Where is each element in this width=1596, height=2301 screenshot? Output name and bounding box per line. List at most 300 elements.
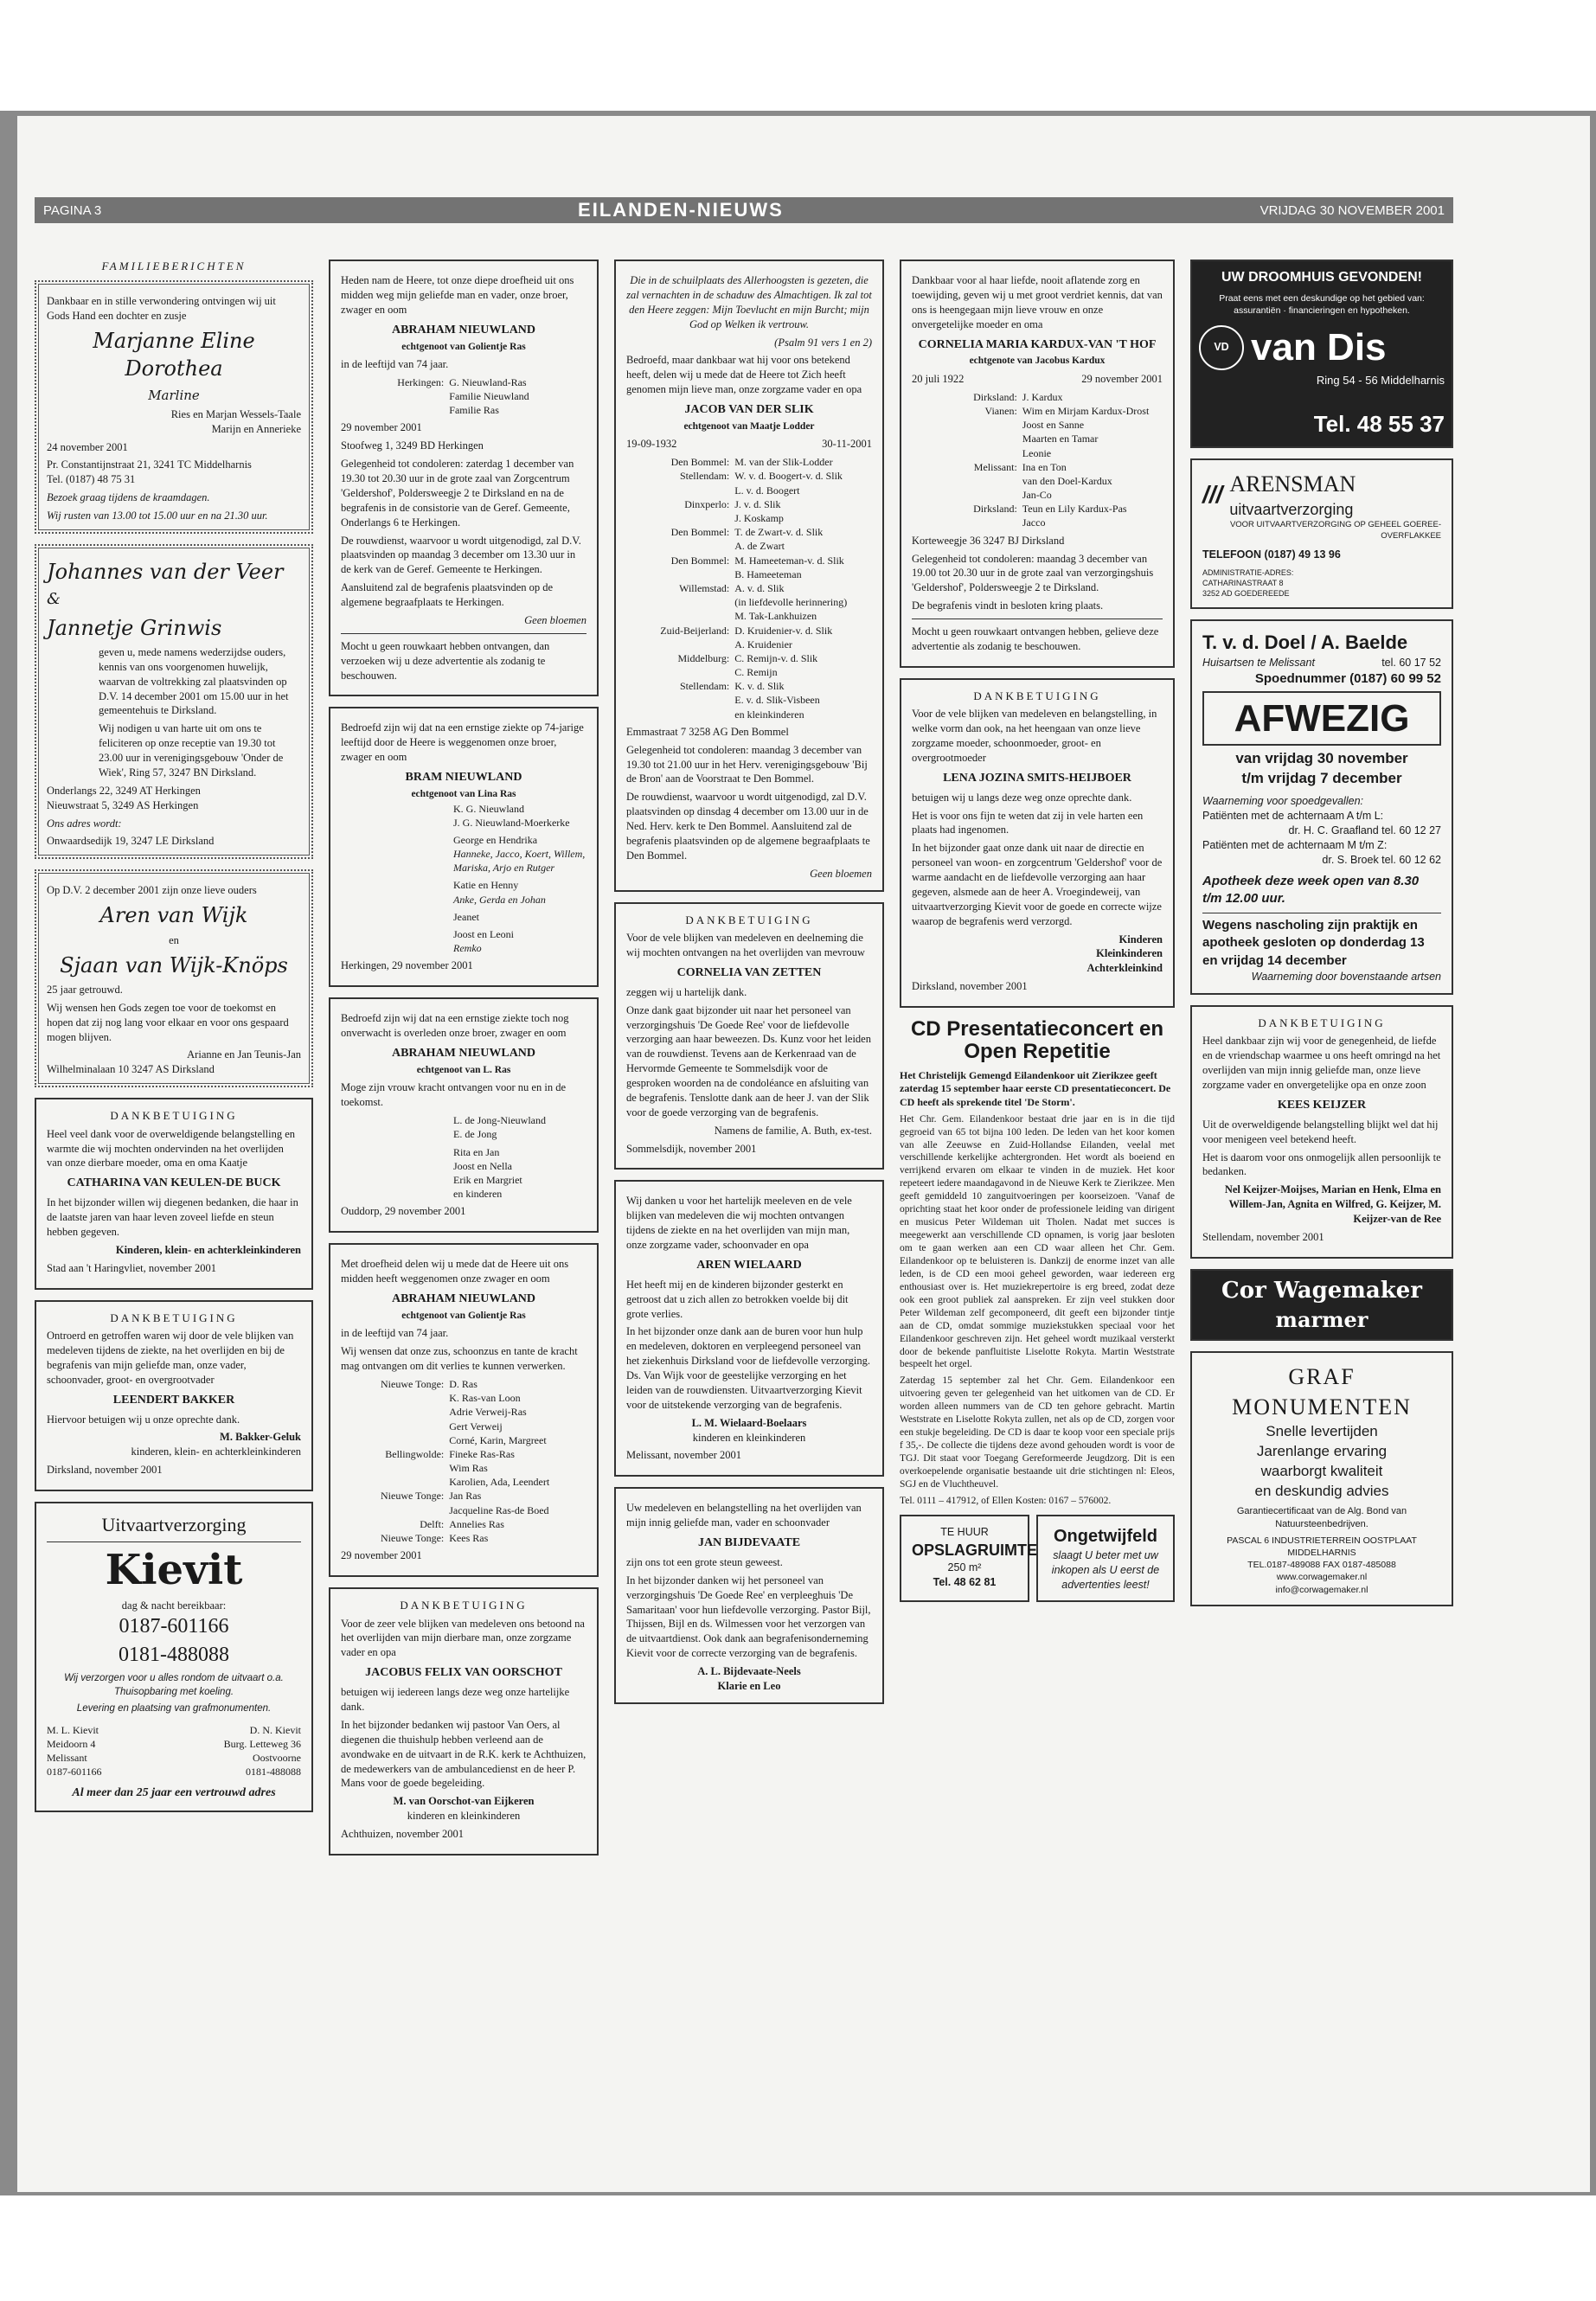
place-date: Stad aan 't Haringvliet, november 2001 xyxy=(47,1261,216,1274)
thanks-heading: DANKBETUIGING xyxy=(1258,1016,1386,1029)
relative-place: Stellendam: xyxy=(679,470,730,483)
relative-place xyxy=(626,638,729,651)
kievit-street: Meidoorn 4 xyxy=(47,1737,96,1750)
age-line: in de leeftijd van 74 jaar. xyxy=(341,358,449,371)
relative: Anke, Gerda en Johan xyxy=(453,893,546,906)
relative: J. G. Nieuwland-Moerkerke xyxy=(453,816,570,829)
deceased-name: ABRAHAM NIEUWLAND xyxy=(391,1292,536,1305)
thanks-heading: DANKBETUIGING xyxy=(400,1599,528,1612)
relative-name: K. v. d. Slik xyxy=(734,680,785,693)
thanks-text: Uw medeleven en belangstelling na het overlijden van mijn innig geliefde man, vader en schoonvader xyxy=(626,1502,862,1529)
parents: Ries en Marjan Wessels-Taale xyxy=(170,407,301,420)
arensman-phone: TELEFOON (0187) 49 13 96 xyxy=(1202,548,1341,561)
intro-text: Bedroefd zijn wij dat na een ernstige ziekte toch nog onverwacht is overleden onze broer, zwager en oom xyxy=(341,1012,569,1040)
thanks-wielaard xyxy=(614,1180,884,1477)
deceased-name: JACOBUS FELIX VAN OORSCHOT xyxy=(365,1666,562,1680)
deceased-name: JAN BIJDEVAATE xyxy=(697,1536,801,1550)
graf-line-3: waarborgt kwaliteit xyxy=(1260,1463,1383,1480)
anniv-intro: Op D.V. 2 december 2001 zijn onze lieve ouders xyxy=(47,884,257,897)
relative-place xyxy=(626,511,729,525)
relative: E. de Jong xyxy=(453,1128,497,1141)
relative-name: W. v. d. Boogert-v. d. Slik xyxy=(734,470,843,483)
place-date: Achthuizen, november 2001 xyxy=(341,1828,464,1840)
column-2 xyxy=(329,260,599,2197)
spouse-line: echtgenoot van L. Ras xyxy=(416,1064,511,1075)
ad-text: slaagt U beter met uw inkopen als U eerst de advertenties leest! xyxy=(1051,1548,1160,1591)
thanks-bijdevaate xyxy=(614,1487,884,1704)
signature-family: kinderen, klein- en achterkleinkinderen xyxy=(131,1445,301,1458)
relative-place: Dirksland: xyxy=(973,390,1017,403)
kievit-tel-2: 0181-488088 xyxy=(246,1766,301,1779)
relative-name: en kleinkinderen xyxy=(734,708,804,721)
relative-place: Nieuwe Tonge: xyxy=(381,1377,445,1390)
article-contact: Tel. 0111 – 417912, of Ellen Kosten: 0167 – 576002. xyxy=(900,1495,1112,1506)
relative-name: Adrie Verweij-Ras xyxy=(449,1406,527,1419)
relative-name: M. van der Slik-Lodder xyxy=(734,456,833,469)
spouse-line: echtgenote van Jacobus Kardux xyxy=(969,356,1106,367)
relative-place: Middelburg: xyxy=(677,651,730,664)
relative-name: J. v. d. Slik xyxy=(734,497,781,510)
thanks-text-2: betuigen wij u langs deze weg onze oprechte dank. xyxy=(912,791,1132,804)
birth-date: 19-09-1932 xyxy=(626,438,677,451)
relative: Remko xyxy=(453,942,482,955)
graf-town: MIDDELHARNIS xyxy=(1287,1548,1356,1559)
ad-headline: Ongetwijfeld xyxy=(1054,1526,1157,1546)
replacement-2: dr. S. Broek tel. 60 12 62 xyxy=(1322,853,1441,866)
thanks-text-3: Het is voor ons fijn te weten dat zij in vele harten een plaats had ingenomen. xyxy=(912,809,1144,836)
address-2: Nieuwstraat 5, 3249 AS Herkingen xyxy=(47,798,199,811)
grafmonumenten-ad xyxy=(1190,1351,1453,1606)
address: Stoofweg 1, 3249 BD Herkingen xyxy=(341,439,484,452)
relative-name: L. v. d. Boogert xyxy=(734,484,800,497)
storage-title: OPSLAGRUIMTE xyxy=(912,1541,1038,1559)
ads-reading-ad xyxy=(1036,1515,1175,1603)
signature: Kinderen, klein- en achterkleinkinderen xyxy=(115,1243,301,1256)
years-married: 25 jaar getrouwd. xyxy=(47,983,123,996)
thanks-bakker xyxy=(35,1300,313,1491)
pharmacy-hours: Apotheek deze week open van 8.30 t/m 12.00 uur. xyxy=(1202,873,1420,906)
relative-name: Jan Ras xyxy=(449,1490,482,1503)
kievit-contact-2: D. N. Kievit xyxy=(249,1723,301,1736)
relative-place xyxy=(912,516,1017,529)
intro-text: Heden nam de Heere, tot onze diepe droefheid uit ons midden weg mijn geliefde man en vader, onze broer, zwager en oom xyxy=(341,274,574,316)
relative-name: C. Remijn-v. d. Slik xyxy=(734,651,818,664)
relative-place: Den Bommel: xyxy=(670,456,730,469)
relative-place xyxy=(341,1420,444,1433)
relative-name: Teun en Lily Kardux-Pas xyxy=(1022,503,1127,516)
kievit-town: Melissant xyxy=(47,1752,87,1765)
article-body-2: Zaterdag 15 september zal het Chr. Gem. Eilandenkoor een uitvoering geven ter gelegenheid van het uitkomen van de CD. Er worden alleen nummers van de CD ten gehore gebracht. Martin Weststrate en Liselotte Rokyta zullen, net als op de CD, zorgen voor een stukje begeleiding. De CD is daar te koop voor een speciale prijs f 35,-. De collecte die tijdens deze avond gehouden wordt is voor de TGJ. Dit staat voor Toegang Gereformeerde Jeugdzorg. Dit is een overkoepelende organisatie bestaande uit drie stichtingen nl: Eleos, SGJ en de Vluchtheuvel. xyxy=(900,1375,1175,1490)
thanks-text-4: In het bijzonder gaat onze dank uit naar de directie en personeel van woon- en zorgcentrum 'Geldershof' voor de warme aandacht en de liefdevolle verzorging aan haar gegeven, alsmede aan de heer A. Vroegindeweij, van uitvaartverzorging Kievit voor de goede en correcte wijze waarop de begrafenis werd verzorgd. xyxy=(912,842,1163,927)
thanks-smits-heijboer xyxy=(900,678,1175,1008)
relative-place: Stellendam: xyxy=(679,680,730,693)
emergency-number: Spoednummer (0187) 60 99 52 xyxy=(1254,670,1441,686)
relative-name: C. Remijn xyxy=(734,666,778,679)
thanks-van-zetten xyxy=(614,902,884,1170)
spouse-line: echtgenoot van Maatje Lodder xyxy=(683,420,815,432)
address-1: Onderlangs 22, 3249 AT Herkingen xyxy=(47,784,201,797)
birth-date: 24 november 2001 xyxy=(47,440,128,453)
deceased-name: AREN WIELAARD xyxy=(696,1258,802,1272)
bible-verse: Die in de schuilplaats des Allerhoogsten is gezeten, die zal vernachten in de schaduw des Almachtigen. Ik zal tot den Heere zeggen: Mijn Toevlucht en mijn Burcht; mijn God op Welken ik vertrouw. xyxy=(626,274,872,330)
thanks-text-2: zeggen wij u hartelijk dank. xyxy=(626,985,747,998)
vandis-phone: Tel. 48 55 37 xyxy=(1313,410,1445,437)
wish-text: Moge zijn vrouw kracht ontvangen voor nu en in de toekomst. xyxy=(341,1081,567,1109)
thanks-text-3: Het is daarom voor ons onmogelijk allen persoonlijk te bedanken. xyxy=(1202,1150,1441,1178)
wedding-text: geven u, mede namens wederzijdse ouders, kennis van ons voorgenomen huwelijk, waarvan de voltrekking zal plaatsvinden op D.V. 14 december 2001 om 15.00 uur in het gemeentehuis te Dirksland. xyxy=(99,645,289,717)
notice-text: Mocht u geen rouwkaart hebben ontvangen, dan verzoeken wij u deze advertentie als zodanig te beschouwen. xyxy=(341,639,550,682)
relative-name: K. Ras-van Loon xyxy=(449,1392,521,1405)
deceased-name: LEENDERT BAKKER xyxy=(112,1393,235,1407)
relatives-list xyxy=(626,455,872,721)
arensman-ad xyxy=(1190,458,1453,609)
closure-replacement: Waarneming door bovenstaande artsen xyxy=(1251,970,1441,983)
relative-place xyxy=(341,1475,444,1489)
birth-intro: Dankbaar en in stille verwondering ontvingen wij uit Gods Hand een dochter en zusje xyxy=(47,295,276,322)
signature-family: kinderen en kleinkinderen xyxy=(407,1810,521,1823)
replacement-1: dr. H. C. Graafland tel. 60 12 27 xyxy=(1288,824,1441,837)
date: 29 november 2001 xyxy=(341,421,422,434)
relative-place: Dirksland: xyxy=(973,503,1017,516)
thanks-heading: DANKBETUIGING xyxy=(110,1109,238,1123)
death-nieuwland-4 xyxy=(329,1243,599,1577)
future-address-label: Ons adres wordt: xyxy=(47,817,122,830)
arensman-admin: ADMINISTRATIE-ADRES: xyxy=(1202,567,1294,577)
place-date: Dirksland, november 2001 xyxy=(47,1464,163,1477)
absent-from: van vrijdag 30 november xyxy=(1235,750,1408,767)
thanks-text: Wij danken u voor het hartelijk meeleven en de vele blijken van medeleven die wij mochten ontvangen tijdens de ziekte en na het overlijden van mijn man, onze zorgzame vader, schoonvader en opa xyxy=(626,1195,852,1252)
relative-name: Jacqueline Ras-de Boed xyxy=(449,1503,549,1516)
relative-place: Vianen: xyxy=(984,404,1017,417)
column-1 xyxy=(35,260,313,2197)
deceased-name: KEES KEIJZER xyxy=(1277,1098,1367,1112)
thanks-van-oorschot xyxy=(329,1587,599,1856)
birth-date: 20 juli 1922 xyxy=(912,372,965,385)
condolence-text: Gelegenheid tot condoleren: maandag 3 december van 19.30 tot 21.00 uur in het Herv. verenigingsgebouw 'Bij de Bron' aan de Voorstraat te Den Bommel. xyxy=(626,743,868,785)
relative-place: Den Bommel: xyxy=(670,554,730,567)
intro-text: Bedroefd, maar dankbaar wat hij voor ons betekend heeft, delen wij u mede dat de Heere tot Zich heeft genomen mijn lieve man, onze zorgzame vader en opa xyxy=(626,354,862,396)
place-date: Stellendam, november 2001 xyxy=(1202,1230,1324,1243)
relative-place: Melissant: xyxy=(973,460,1017,473)
storage-ad xyxy=(900,1515,1038,1603)
kievit-phone-2: 0181-488088 xyxy=(119,1643,229,1666)
relative-name: Jacco xyxy=(1022,516,1046,529)
graf-line-2: Jarenlange ervaring xyxy=(1256,1443,1388,1460)
signature: A. L. Bijdevaate-Neels xyxy=(697,1665,801,1678)
rest-note: Wij rusten van 13.00 tot 15.00 uur en na 21.30 uur. xyxy=(47,510,268,522)
arensman-town: 3252 AD GOEDEREEDE xyxy=(1202,589,1290,599)
kievit-town-2: Oostvoorne xyxy=(253,1752,301,1765)
birth-address: Pr. Constantijnstraat 21, 3241 TC Middelharnis xyxy=(47,458,252,471)
graf-address: PASCAL 6 INDUSTRIETERREIN OOSTPLAAT xyxy=(1227,1535,1417,1546)
wagemaker-marble: marmer xyxy=(1275,1306,1368,1332)
vandis-address: Ring 54 - 56 Middelharnis xyxy=(1316,374,1445,388)
relative: Jeanet xyxy=(453,910,479,923)
wagemaker-name: Cor Wagemaker xyxy=(1221,1277,1422,1304)
relative-place: Zuid-Beijerland: xyxy=(660,624,730,637)
relative-name: Karolien, Ada, Leendert xyxy=(449,1476,550,1489)
wedding-announcement xyxy=(35,544,313,859)
arensman-street: CATHARINASTRAAT 8 xyxy=(1202,579,1284,587)
relative: Katie en Henny xyxy=(453,879,519,892)
kievit-text-2: Levering en plaatsing van grafmonumenten. xyxy=(76,1703,272,1715)
vandis-name: van Dis xyxy=(1251,325,1387,369)
relative-place xyxy=(912,474,1017,488)
verse-reference: (Psalm 91 vers 1 en 2) xyxy=(774,336,872,349)
article-body: Het Chr. Gem. Eilandenkoor bestaat drie jaar en is in die tijd gegroeid van 65 tot bijna 100 leden. De leden van het koor komen van alle Zeeuwse en Zuid-Hollandse Eilanden, veelal met verschillende kerkelijke achtergronden. Het wordt als boeiend en verrijkend ervaren om elkaar te vinden in de muziek. Het koor repeteert iedere maandagavond in de Nieuwe Kerk te Zierikzee. Men geeft gemiddeld 10 zanguitvoeringen per koorseizoen. 'Vanaf de oprichting staat het koor onder de professionele leiding van dirigent en musicus Peter Wildeman uit Tholen. Nadat met succes is meegewerkt aan verschillende CD opnamen, is vorig jaar besloten om te gaan werken aan een CD waar alleen het Chr. Gem. Eilandenkoor op te beluisteren is. Dankzij de enorme inzet van alle leden, is de CD een mooi geheel geworden, waar iedereen erg enthousiast over is. Het muziekrepertoire is erg breed, zodat deze ook een groot publiek zal aanspreken. Er zijn veel stukken door Peter Wildeman zelf gecomponeerd, dit geeft een bijzonder tintje aan de CD, omdat sommige muziekstukken speciaal voor het Eilandenkoor geschreven zijn. Het geheel wordt muzikaal versterkt door de bekende panfluitiste Liselotte Rokyta. Martin Weststrate bespeelt het orgel. xyxy=(900,1113,1176,1370)
service-text: De rouwdienst, waarvoor u wordt uitgenodigd, zal D.V. plaatsvinden op dinsdag 4 december om 13.00 uur in de Ned. Herv. kerk te Den Bommel. Aansluitend zal de begrafenis plaatsvinden op de algemene begraafplaats te Den Bommel. xyxy=(626,791,870,862)
relative: Rita en Jan xyxy=(453,1145,500,1158)
closure-notice: Wegens nascholing zijn praktijk en apotheek gesloten op donderdag 13 en vrijdag 14 december xyxy=(1202,913,1441,970)
reception-text: Wij nodigen u van harte uit om ons te feliciteren op onze receptie van 19.30 tot 23.00 uur in verenigingsgebouw 'Onder de Wiek', Ring 57, 3247 BN Dirksland. xyxy=(99,722,284,779)
deceased-name: ABRAHAM NIEUWLAND xyxy=(391,1047,536,1060)
deceased-name: ABRAHAM NIEUWLAND xyxy=(391,323,536,336)
doctors-location: Huisartsen te Melissant xyxy=(1202,656,1315,669)
thanks-keijzer xyxy=(1190,1005,1453,1259)
intro-text: Met droefheid delen wij u mede dat de Heere uit ons midden heeft weggenomen onze zwager en oom xyxy=(341,1258,569,1285)
relative-place: Den Bommel: xyxy=(670,526,730,539)
relative-place xyxy=(626,484,729,497)
arensman-name: ARENSMAN xyxy=(1229,471,1356,497)
relative-place xyxy=(626,609,729,623)
relative-place xyxy=(626,567,729,581)
arensman-logo-icon: /// xyxy=(1202,480,1223,508)
place-date: Herkingen, 29 november 2001 xyxy=(341,959,473,972)
signature: Namens de familie, A. Buth, ex-test. xyxy=(714,1124,872,1137)
relative-place xyxy=(912,446,1017,460)
thanks-text: Heel dankbaar zijn wij voor de genegenheid, de liefde en de vriendschap waarmee u ons heeft omringd na het overlijden van mijn innig geliefde man, onze lieve zorgzame vader en onvergetelijke opa en onze zoon xyxy=(1202,1035,1441,1092)
kievit-title: Uitvaartverzorging xyxy=(47,1512,301,1542)
death-nieuwland-1 xyxy=(329,260,599,696)
date: 29 november 2001 xyxy=(341,1549,422,1562)
relative: George en Hendrika xyxy=(453,833,538,846)
place-date: Melissant, november 2001 xyxy=(626,1449,741,1462)
thanks-text: Voor de vele blijken van medeleven en deelneming die wij mochten ontvangen na het overlijden van mevrouw xyxy=(626,932,865,959)
wish-text: Wij wensen dat onze zus, schoonzus en tante de kracht mag ontvangen om dit verlies te kunnen verwerken. xyxy=(341,1345,578,1373)
kievit-ad xyxy=(35,1502,313,1812)
relative-name: M. Hameeteman-v. d. Slik xyxy=(734,554,844,567)
death-van-der-slik xyxy=(614,260,884,892)
spouse-line: echtgenoot van Lina Ras xyxy=(411,788,516,799)
relative-place: Dinxperlo: xyxy=(684,497,730,510)
thanks-heading: DANKBETUIGING xyxy=(685,913,813,926)
thanks-text-2: In het bijzonder willen wij diegenen bedanken, die haar in de laatste jaren van haar leven zoveel liefde en steun hebben gegeven. xyxy=(47,1196,298,1238)
graf-title: GRAF MONUMENTEN xyxy=(1232,1364,1412,1420)
absent-title: AFWEZIG xyxy=(1202,691,1441,746)
thanks-text-2: Hiervoor betuigen wij u onze oprechte dank. xyxy=(47,1413,240,1426)
deceased-name: CORNELIA MARIA KARDUX-VAN 'T HOF xyxy=(918,337,1157,351)
relative: Hanneke, Jacco, Koert, Willem, Mariska, Arjo en Rutger xyxy=(453,848,586,875)
relative-name: Leonie xyxy=(1022,446,1052,459)
kievit-contact: M. L. Kievit xyxy=(47,1723,99,1736)
thanks-text-2: zijn ons tot een grote steun geweest. xyxy=(626,1555,783,1568)
relative-name: A. de Zwart xyxy=(734,540,785,553)
relative-place: Nieuwe Tonge: xyxy=(381,1532,445,1544)
article-title: CD Presentatieconcert en Open Repetitie xyxy=(910,1017,1164,1064)
relative-place: Nieuwe Tonge: xyxy=(381,1490,445,1503)
relative-name: A. v. d. Slik xyxy=(734,581,785,594)
address: Korteweegje 36 3247 BJ Dirksland xyxy=(912,534,1065,547)
relatives-list xyxy=(341,1377,586,1545)
relative: en kinderen xyxy=(453,1188,503,1201)
relatives-list xyxy=(912,390,1163,530)
relative-name: Ina en Ton xyxy=(1022,460,1067,473)
signature: Nel Keijzer-Moijses, Marian en Henk, Elma en Willem-Jan, Agnita en Wilfred, G. Keijzer, M. Keijzer-van de Ree xyxy=(1224,1183,1441,1226)
relative: Familie Ras xyxy=(449,404,499,417)
thanks-text-3: In het bijzonder bedanken wij pastoor Van Oers, al diegenen die thuishulp hebben verleend aan de avondwake en de uitvaart in de R.K. kerk te Achthuizen, de medewerkers van de ambulancedienst en de heer P. Mans voor de goede begeleiding. xyxy=(341,1718,586,1790)
kievit-slogan: Al meer dan 25 jaar een vertrouwd adres xyxy=(72,1786,276,1800)
page-header xyxy=(35,197,1453,223)
kievit-name: Kievit xyxy=(105,1545,243,1594)
place-date: Sommelsdijk, november 2001 xyxy=(626,1142,757,1155)
relative-place: Willemstad: xyxy=(679,581,730,594)
relative-name: Jan-Co xyxy=(1022,489,1052,502)
siblings: Marijn en Annerieke xyxy=(211,422,301,435)
relative-name: D. Kruidenier-v. d. Slik xyxy=(734,624,833,637)
spouse-line: echtgenoot van Golientje Ras xyxy=(401,341,526,352)
and-word: en xyxy=(169,933,179,946)
relative-place xyxy=(626,708,729,721)
relative-place xyxy=(341,1391,444,1405)
age-line: in de leeftijd van 74 jaar. xyxy=(341,1327,449,1340)
ampersand: & xyxy=(47,590,61,609)
groom-name: Johannes van der Veer xyxy=(47,559,284,584)
graf-line-1: Snelle levertijden xyxy=(1266,1423,1378,1440)
graf-email: info@corwagemaker.nl xyxy=(1275,1584,1368,1595)
graf-line-4: en deskundig advies xyxy=(1254,1483,1389,1500)
graf-phone: TEL.0187-489088 FAX 0187-485088 xyxy=(1247,1560,1396,1571)
kievit-available: dag & nacht bereikbaar: xyxy=(121,1599,227,1612)
burial-text: Aansluitend zal de begrafenis plaatsvinden op de algemene begraafplaats te Herkingen. xyxy=(341,581,554,609)
relative-place xyxy=(912,488,1017,502)
storage-phone: Tel. 48 62 81 xyxy=(933,1575,997,1588)
relative-place xyxy=(626,665,729,679)
relative-name: A. Kruidenier xyxy=(734,638,792,651)
intro-text: Bedroefd zijn wij dat na een ernstige ziekte op 74-jarige leeftijd door de Heere is weggenomen onze broer, zwager en oom xyxy=(341,721,584,764)
service-text: De rouwdienst, waarvoor u wordt uitgenodigd, zal D.V. plaatsvinden op maandag 3 december om 13.30 uur in de kerk van de Geref. Gemeente te Herkingen. xyxy=(341,534,581,576)
wife-name: Sjaan van Wijk-Knöps xyxy=(60,952,288,977)
thanks-heading: DANKBETUIGING xyxy=(110,1311,238,1324)
relative-name: Gert Verweij xyxy=(449,1420,503,1433)
relative-name: B. Hameeteman xyxy=(734,567,802,580)
relative-place xyxy=(626,595,729,609)
signature-family: Klarie en Leo xyxy=(717,1679,781,1692)
death-date: 29 november 2001 xyxy=(1081,372,1163,385)
relative-name: Joost en Sanne xyxy=(1022,419,1085,432)
relative: G. Nieuwland-Ras xyxy=(449,375,527,388)
baby-nickname: Marline xyxy=(148,387,200,403)
vandis-headline: UW DROOMHUIS GEVONDEN! xyxy=(1221,270,1422,285)
graf-website: www.corwagemaker.nl xyxy=(1276,1572,1368,1583)
deceased-name: CATHARINA VAN KEULEN-DE BUCK xyxy=(67,1176,281,1190)
deceased-name: JACOB VAN DER SLIK xyxy=(684,403,814,416)
birth-phone: Tel. (0187) 48 75 31 xyxy=(47,473,136,486)
replacement-1-label: Patiënten met de achternaam A t/m L: xyxy=(1202,810,1384,823)
place-date: Dirksland, november 2001 xyxy=(912,980,1028,993)
thanks-text: Voor de zeer vele blijken van medeleven ons betoond na het overlijden van mijn dierbare man, onze zorgzame vader en opa xyxy=(341,1617,585,1659)
thanks-text: Ontroerd en getroffen waren wij door de vele blijken van medeleven tijdens de ziekte, na het overlijden en bij de begrafenis van mijn geliefde man, onze vader, schoonvader, groot- en overgrootvader xyxy=(47,1330,294,1386)
issue-date: VRIJDAG 30 NOVEMBER 2001 xyxy=(1259,202,1445,218)
thanks-text-3: Onze dank gaat bijzonder uit naar het personeel van verzorgingshuis 'De Goede Ree' voor de liefdevolle verzorging aan haar beweezen. Ds. Kunz voor het leiden van de rouwdienst. Tevens aan de Kerkenraad van de Hervormde Gemeente te Sommelsdijk voor de gesproken woorden na de condoléance en afsluiting van de begrafenis. Tenslotte dank aan de heer J. van der Slik voor de goede verzorging van de begrafenis. xyxy=(626,1003,871,1118)
replacement-2-label: Patiënten met de achternaam M t/m Z: xyxy=(1202,838,1388,851)
relative-place xyxy=(912,432,1017,445)
column-4 xyxy=(900,260,1175,2197)
relative-name: J. Koskamp xyxy=(734,512,784,525)
relative-name: D. Ras xyxy=(449,1377,478,1390)
deceased-name: LENA JOZINA SMITS-HEIJBOER xyxy=(943,771,1131,785)
signature: M. Bakker-Geluk xyxy=(220,1431,301,1444)
graf-certificate: Garantiecertificaat van de Alg. Bond van Natuursteenbedrijven. xyxy=(1236,1506,1407,1530)
condolence-text: Gelegenheid tot condoleren: zaterdag 1 december van 19.30 tot 20.30 uur in de grote zaal van Zorgcentrum 'Geldershof', Poldersweegje 2 te Dirksland en na de begrafenis in de consistorie van de Geref. Gemeente, Onderlangs 6 te Herkingen. xyxy=(341,458,574,529)
children-names: Arianne en Jan Teunis-Jan xyxy=(187,1048,301,1061)
relative-name: Corné, Karin, Margreet xyxy=(449,1433,547,1446)
kievit-street-2: Burg. Letteweg 36 xyxy=(223,1737,301,1750)
column-3 xyxy=(614,260,884,2197)
place-date: Ouddorp, 29 november 2001 xyxy=(341,1205,466,1218)
relative: K. G. Nieuwland xyxy=(453,802,524,815)
spouse-line: echtgenoot van Golientje Ras xyxy=(401,1310,526,1321)
birth-announcement xyxy=(35,280,313,534)
doctors-ad xyxy=(1190,619,1453,995)
relative-name: E. v. d. Slik-Visbeen xyxy=(734,694,820,707)
place: Herkingen: xyxy=(397,375,445,388)
vandis-subtext: Praat eens met een deskundige op het gebied van: assurantiën · financieringen en hypotheken. xyxy=(1219,292,1425,316)
wagemaker-ad xyxy=(1190,1269,1453,1341)
page-number: PAGINA 3 xyxy=(43,202,102,218)
relative-name: (in liefdevolle herinnering) xyxy=(734,596,848,609)
kievit-text: Wij verzorgen voor u alles rondom de uitvaart o.a. Thuisopbaring met koeling. xyxy=(64,1673,284,1697)
address: Emmastraat 7 3258 AG Den Bommel xyxy=(626,725,789,738)
signature: M. van Oorschot-van Eijkeren xyxy=(393,1795,535,1808)
van-dis-ad xyxy=(1190,260,1453,448)
relative-name: Wim en Mirjam Kardux-Drost xyxy=(1022,404,1150,417)
thanks-text-3: In het bijzonder danken wij het personeel van verzorgingshuis 'De Goede Ree' en verpleeghuis 'De Samaritaan' voor hun liefdevolle verzorging. Pastor Bijl, Thijssen, Bijl en ds. Wilmessen voor het verzorgen van de uitvaartdienst. Ook dank aan begrafenisonderneming Kievit voor de correcte verzorging van de begrafenis. xyxy=(626,1574,871,1660)
condolence-text: Gelegenheid tot condoleren: maandag 3 december van 19.00 tot 20.30 uur in de grote zaal van verzorgingshuis 'Geldershof', Poldersweegje 2 te Dirksland. xyxy=(912,552,1154,594)
relative-name: Fineke Ras-Ras xyxy=(449,1447,515,1460)
signature: Kinderen Kleinkinderen Achterkleinkind xyxy=(1086,933,1163,975)
anniv-address: Wilhelminalaan 10 3247 AS Dirksland xyxy=(47,1063,215,1076)
relative-place xyxy=(341,1405,444,1419)
thanks-heading: DANKBETUIGING xyxy=(973,689,1101,702)
vandis-logo-icon: VD xyxy=(1199,325,1244,370)
section-title: FAMILIEBERICHTEN xyxy=(101,260,247,272)
no-flowers: Geen bloemen xyxy=(524,613,586,626)
signature: L. M. Wielaard-Boelaars xyxy=(691,1416,807,1429)
thanks-text-2: betuigen wij iedereen langs deze weg onze hartelijke dank. xyxy=(341,1686,570,1713)
relative-name: van den Doel-Kardux xyxy=(1022,474,1112,487)
relative-name: Maarten en Tamar xyxy=(1022,433,1099,445)
baby-name: Marjanne Eline Dorothea xyxy=(93,328,255,381)
relative-place: Bellingwolde: xyxy=(385,1447,445,1460)
relative: Familie Nieuwland xyxy=(449,390,529,403)
thanks-text-2: Het heeft mij en de kinderen bijzonder gesterkt en getroost dat u zich allen zo betrokken voelde bij dit grote verlies. xyxy=(626,1278,849,1320)
no-flowers: Geen bloemen xyxy=(810,867,872,880)
future-address: Onwaardsedijk 19, 3247 LE Dirksland xyxy=(47,835,215,848)
thanks-text: Voor de vele blijken van medeleven en belangstelling, in welke vorm dan ook, na het heengaan van onze lieve zorgzame moeder, schoonmoeder, groot- en overgrootmoeder xyxy=(912,708,1157,764)
relative-name: M. Tak-Lankhuizen xyxy=(734,610,817,623)
relative-place xyxy=(341,1503,444,1517)
relative: Erik en Margriet xyxy=(453,1173,522,1186)
arensman-sub: uitvaartverzorging xyxy=(1229,501,1354,519)
kievit-phone-1: 0187-601166 xyxy=(119,1615,229,1638)
death-date: 30-11-2001 xyxy=(822,438,872,451)
relative-place xyxy=(341,1461,444,1475)
doctors-phone: tel. 60 17 52 xyxy=(1381,656,1441,669)
masthead: EILANDEN-NIEUWS xyxy=(578,199,784,221)
thanks-text-2: Uit de overweldigende belangstelling blijkt wel dat hij voor menigeen veel betekend heeft. xyxy=(1202,1118,1439,1145)
thanks-text: Heel veel dank voor de overweldigende belangstelling en warmte die wij mochten ondervinden na het overlijden van onze dierbare moeder, oma en oma Kaatje xyxy=(47,1127,296,1170)
absent-to: t/m vrijdag 7 december xyxy=(1241,770,1402,787)
